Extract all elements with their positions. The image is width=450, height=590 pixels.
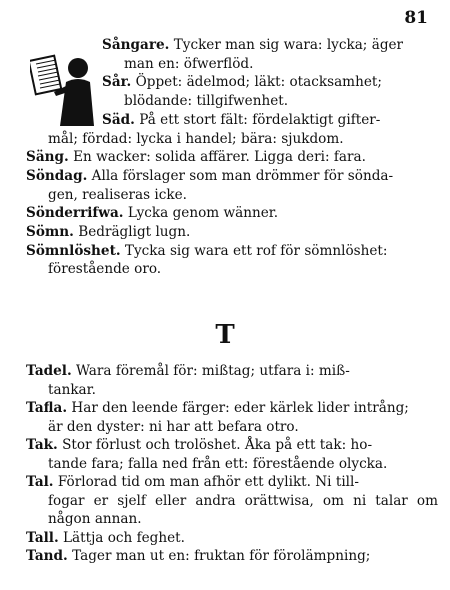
entry-tak: [26, 436, 438, 473]
headword: Tal.: [26, 474, 54, 490]
definition-continued: fogar er sjelf eller andra orättwisa, om ni talar om någon annan.: [48, 492, 438, 527]
entry-sang: [26, 148, 438, 167]
headword: Säng.: [26, 149, 69, 166]
dictionary-entries-s: [26, 36, 438, 279]
entry-sangare: [26, 36, 438, 73]
definition: Lycka genom wänner.: [127, 205, 279, 222]
definition: Öppet: ädelmod; läkt: otacksamhet;: [135, 74, 382, 91]
definition-continued: mål; fördad: lycka i handel; bära: sjukdom.: [48, 130, 344, 147]
definition: Stor förlust och trolöshet. Åka på ett tak: ho-: [62, 437, 373, 453]
definition: Tycker man sig wara: lycka; äger: [173, 37, 404, 53]
headword: Tafla.: [26, 400, 68, 416]
entry-somnloshet: [26, 242, 438, 279]
definition: Bedrägligt lugn.: [78, 224, 191, 241]
section-letter: T: [215, 320, 235, 350]
entry-tand: [26, 547, 438, 566]
dictionary-entries-t: [26, 362, 438, 566]
definition: Wara föremål för: mißtag; utfara i: miß-: [76, 363, 350, 379]
headword: Sångare.: [102, 37, 170, 53]
headword: Söndag.: [26, 167, 88, 184]
definition-continued: tande fara; falla ned från ett: förestående olycka.: [48, 455, 388, 472]
entry-sondag: [26, 167, 438, 204]
entry-tafla: [26, 399, 438, 436]
headword: Sömn.: [26, 224, 74, 241]
definition-continued: tankar.: [48, 381, 96, 398]
definition-continued: förestående oro.: [48, 261, 162, 278]
entry-sad: [26, 111, 438, 130]
definition: På ett stort fält: fördelaktigt gifter-: [139, 111, 381, 128]
entry-tal: [26, 473, 438, 529]
entry-somn: [26, 223, 438, 242]
headword: Sår.: [102, 74, 132, 91]
entry-tadel: [26, 362, 438, 399]
definition-continued: blödande: tillgifwenhet.: [124, 93, 289, 110]
definition: En wacker: solida affärer. Ligga deri: fara.: [73, 149, 366, 166]
headword: Tadel.: [26, 363, 72, 379]
headword: Sömnlöshet.: [26, 242, 121, 259]
headword: Tak.: [26, 437, 58, 453]
definition-continued: man en: öfwerflöd.: [124, 55, 254, 72]
page-number: 81: [404, 8, 428, 28]
entry-tall: [26, 529, 438, 548]
entry-sar: [26, 73, 438, 110]
headword: Säd.: [102, 111, 135, 128]
definition-continued: är den dyster: ni har att befara otro.: [48, 418, 299, 435]
definition: Förlorad tid om man afhör ett dylikt. Ni till-: [57, 474, 359, 490]
headword: Sönderrifwa.: [26, 205, 124, 222]
definition-continued: gen, realiseras icke.: [48, 186, 187, 203]
definition: Alla förslager som man drömmer för sönda-: [91, 167, 394, 184]
entry-sonderrifwa: [26, 204, 438, 223]
definition: Lättja och feghet.: [63, 529, 185, 546]
headword: Tand.: [26, 548, 68, 564]
definition: Tycka sig wara ett rof för sömnlöshet:: [124, 242, 388, 259]
definition: Har den leende färger: eder kärlek lider intrång;: [71, 400, 409, 416]
headword: Tall.: [26, 529, 59, 546]
definition: Tager man ut en: fruktan för förolämpning;: [72, 548, 371, 564]
entry-sad-continued: [26, 130, 438, 149]
